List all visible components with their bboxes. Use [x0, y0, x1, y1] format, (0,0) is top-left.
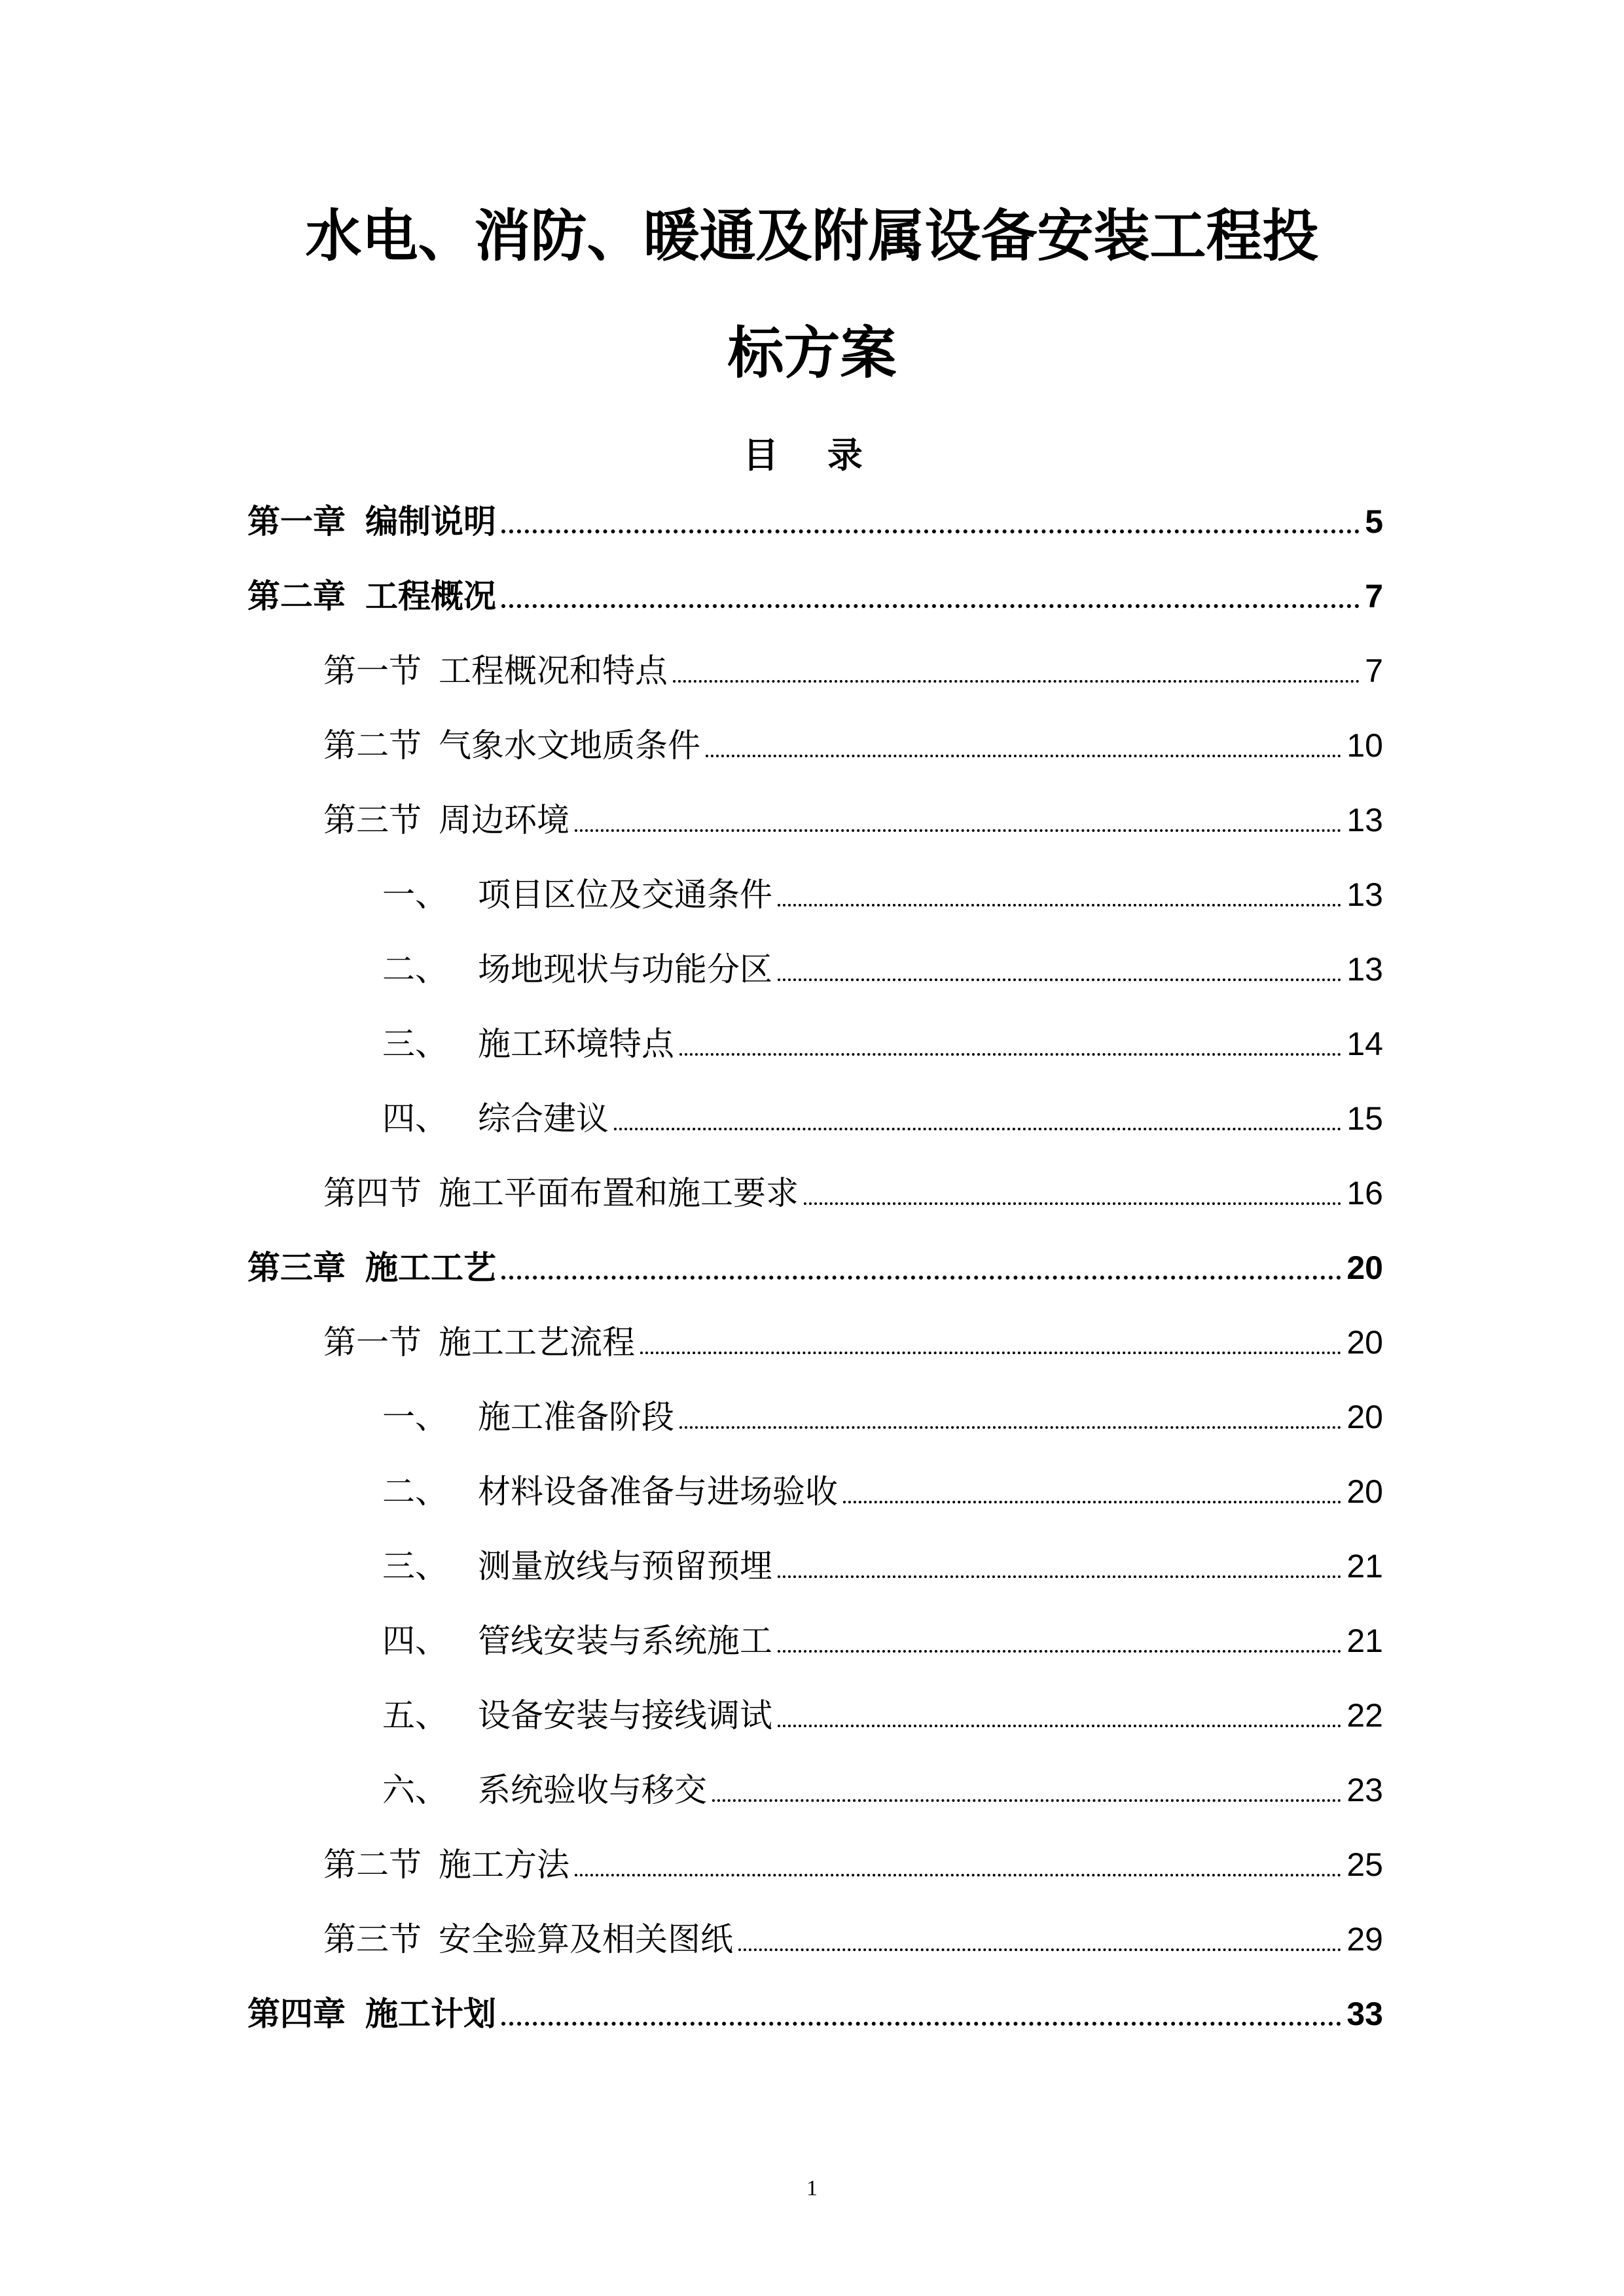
toc-entry-title: 施工环境特点: [478, 1025, 674, 1063]
toc-entry-title: 管线安装与系统施工: [478, 1622, 772, 1660]
toc-heading: 目 录: [743, 434, 881, 476]
toc-entry-number: 四、: [382, 1622, 448, 1660]
toc-dot-leader: [778, 1650, 1341, 1653]
toc-entry-section-3-1[interactable]: [323, 1316, 1383, 1359]
toc-dot-leader: [778, 904, 1341, 906]
toc-entry-page: 21: [1346, 1623, 1383, 1659]
toc-entry-item-3-1-6[interactable]: [382, 1763, 1383, 1809]
toc-entry-title: 项目区位及交通条件: [478, 876, 772, 914]
toc-dot-leader: [673, 680, 1360, 683]
toc-entry-section-3-2[interactable]: [323, 1838, 1383, 1884]
toc-dot-leader: [501, 2022, 1341, 2026]
toc-entry-title: 施工准备阶段: [478, 1398, 674, 1436]
toc-entry-item-2-3-4[interactable]: [382, 1092, 1383, 1138]
toc-dot-leader: [804, 1202, 1341, 1205]
toc-entry-page: 16: [1346, 1175, 1383, 1211]
toc-entry-number: 三、: [382, 1547, 448, 1585]
toc-entry-number: 第四节: [323, 1174, 422, 1212]
toc-entry-number: 第二节: [323, 726, 422, 764]
toc-entry-title: 设备安装与接线调试: [478, 1696, 772, 1734]
toc-entry-page: 20: [1346, 1399, 1383, 1435]
toc-entry-page: 7: [1365, 653, 1383, 689]
toc-entry-page: 20: [1346, 1249, 1383, 1286]
toc-entry-number: 四、: [382, 1100, 448, 1138]
toc-entry-page: 13: [1346, 951, 1383, 988]
toc-entry-number: 第二节: [323, 1846, 422, 1884]
toc-entry-page: 10: [1346, 727, 1383, 764]
toc-entry-section-2-3[interactable]: [323, 793, 1383, 839]
toc-entry-title: 测量放线与预留预埋: [478, 1547, 772, 1585]
toc-entry-section-2-1[interactable]: [323, 644, 1383, 690]
toc-entry-number: 第四章: [247, 1995, 346, 2033]
toc-entry-item-3-1-4[interactable]: [382, 1614, 1383, 1660]
toc-entry-title: 施工计划: [365, 1995, 496, 2033]
toc-entry-section-2-4[interactable]: [323, 1166, 1383, 1210]
toc-entry-page: 5: [1365, 503, 1383, 540]
toc-entry-number: 第三节: [323, 1920, 422, 1958]
document-title-line-2: 标方案: [727, 320, 897, 386]
toc-entry-number: 一、: [382, 1398, 448, 1436]
toc-entry-section-2-2[interactable]: [323, 719, 1383, 762]
toc-dot-leader: [501, 1276, 1341, 1280]
toc-dot-leader: [640, 1352, 1341, 1354]
toc-entry-title: 气象水文地质条件: [439, 726, 700, 764]
toc-entry-page: 13: [1346, 876, 1383, 913]
toc-entry-page: 33: [1346, 1996, 1383, 2032]
toc-entry-title: 工程概况和特点: [439, 652, 668, 690]
document-title-line-1: 水电、消防、暖通及附属设备安装工程投: [305, 203, 1319, 269]
page-number: 1: [806, 2176, 818, 2200]
toc-dot-leader: [778, 1575, 1341, 1578]
toc-entry-page: 21: [1346, 1548, 1383, 1585]
toc-dot-leader: [738, 1948, 1341, 1951]
toc-entry-number: 二、: [382, 1473, 448, 1511]
toc-entry-page: 7: [1365, 578, 1383, 615]
toc-entry-title: 施工平面布置和施工要求: [439, 1174, 799, 1212]
toc-dot-leader: [706, 755, 1341, 757]
toc-entry-chapter-3[interactable]: [247, 1241, 1383, 1287]
toc-entry-item-2-3-1[interactable]: [382, 868, 1383, 914]
toc-entry-number: 三、: [382, 1025, 448, 1063]
toc-entry-title: 施工方法: [439, 1846, 569, 1884]
toc-entry-page: 20: [1346, 1473, 1383, 1510]
toc-entry-title: 周边环境: [439, 801, 569, 839]
toc-entry-number: 第一章: [247, 503, 346, 541]
toc-entry-item-2-3-2[interactable]: [382, 942, 1383, 986]
toc-entry-chapter-1[interactable]: [247, 495, 1383, 541]
toc-entry-number: 第一节: [323, 1323, 422, 1361]
toc-entry-number: 第三章: [247, 1249, 346, 1287]
toc-entry-page: 13: [1346, 802, 1383, 838]
toc-dot-leader: [575, 1874, 1341, 1876]
toc-entry-page: 25: [1346, 1846, 1383, 1883]
toc-dot-leader: [843, 1501, 1341, 1503]
toc-entry-title: 材料设备准备与进场验收: [478, 1473, 838, 1511]
toc-dot-leader: [575, 829, 1341, 832]
toc-entry-number: 二、: [382, 950, 448, 988]
toc-entry-title: 施工工艺: [365, 1249, 496, 1287]
toc-entry-title: 系统验收与移交: [478, 1771, 707, 1809]
toc-entry-number: 第三节: [323, 801, 422, 839]
toc-entry-number: 六、: [382, 1771, 448, 1809]
toc-entry-item-3-1-3[interactable]: [382, 1539, 1383, 1583]
toc-dot-leader: [778, 1725, 1341, 1727]
toc-entry-page: 14: [1346, 1026, 1383, 1062]
toc-entry-page: 22: [1346, 1697, 1383, 1734]
toc-entry-chapter-2[interactable]: [247, 569, 1383, 613]
toc-entry-title: 编制说明: [365, 503, 496, 541]
toc-dot-leader: [679, 1053, 1341, 1056]
toc-dot-leader: [614, 1128, 1341, 1130]
toc-dot-leader: [679, 1426, 1341, 1429]
toc-entry-page: 15: [1346, 1100, 1383, 1137]
toc-entry-number: 五、: [382, 1696, 448, 1734]
toc-entry-title: 综合建议: [478, 1100, 609, 1138]
toc-entry-title: 施工工艺流程: [439, 1323, 635, 1361]
toc-entry-title: 工程概况: [365, 577, 496, 615]
toc-entry-item-3-1-2[interactable]: [382, 1465, 1383, 1511]
toc-entry-chapter-4[interactable]: [247, 1987, 1383, 2033]
toc-entry-item-2-3-3[interactable]: [382, 1017, 1383, 1063]
toc-entry-section-3-3[interactable]: [323, 1912, 1383, 1956]
toc-entry-item-3-1-5[interactable]: [382, 1689, 1383, 1732]
toc-dot-leader: [778, 978, 1341, 981]
toc-entry-page: 29: [1346, 1921, 1383, 1958]
toc-entry-title: 安全验算及相关图纸: [439, 1920, 733, 1958]
toc-entry-number: 第二章: [247, 577, 346, 615]
toc-entry-title: 场地现状与功能分区: [478, 950, 772, 988]
toc-entry-page: 20: [1346, 1324, 1383, 1361]
toc-entry-number: 一、: [382, 876, 448, 914]
toc-dot-leader: [712, 1799, 1341, 1802]
toc-dot-leader: [501, 529, 1360, 533]
toc-entry-page: 23: [1346, 1772, 1383, 1808]
toc-dot-leader: [501, 604, 1360, 608]
toc-entry-item-3-1-1[interactable]: [382, 1390, 1383, 1436]
toc-entry-number: 第一节: [323, 652, 422, 690]
